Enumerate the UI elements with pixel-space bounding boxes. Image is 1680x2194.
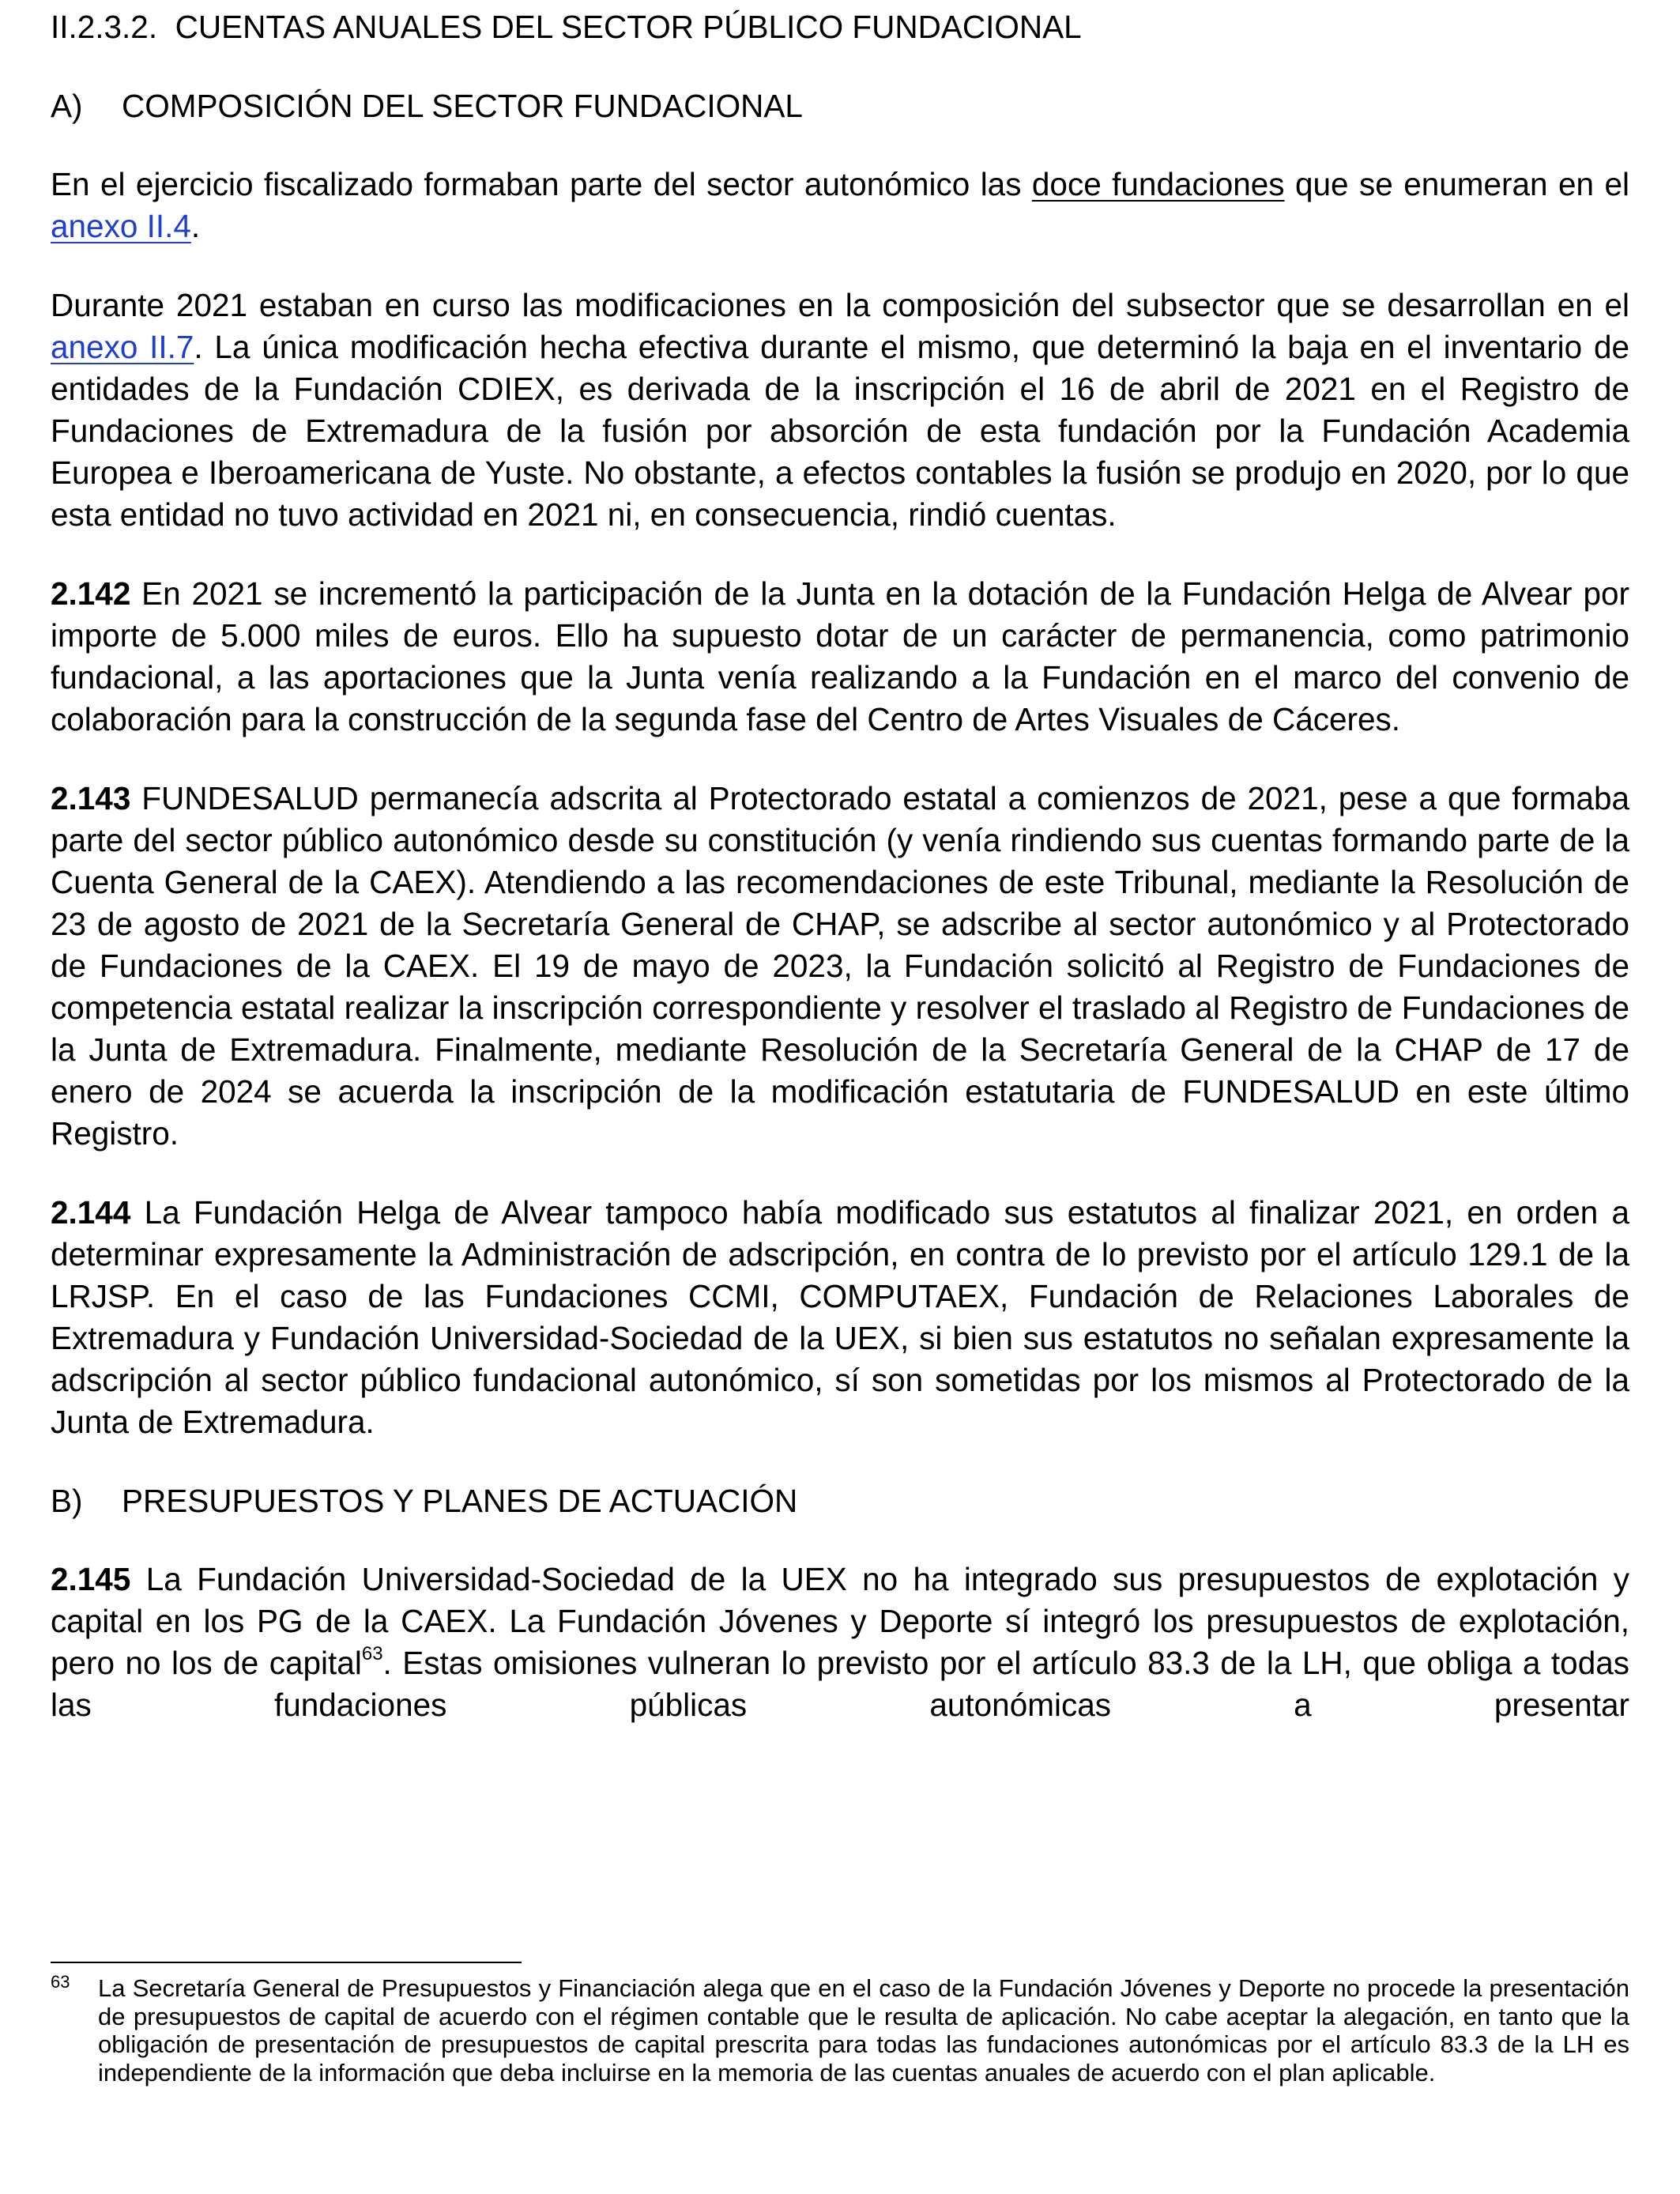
paragraph-text: . La única modificación hecha efectiva durante el mismo, que determinó la baja en el inventario de entidades de la Fundación CDIEX, es derivada de la inscripción el 16 de abril de 2021 en el Registro de Fundaciones de Extremadura de la fusión por absorción de esta fundación por la Fundación Academia Europea e Iberoamericana de Yuste. No obstante, a efectos contables la fusión se produjo en 2020, por lo que esta entidad no tuvo actividad en 2021 ni, en consecuencia, rindió cuentas.: [51, 329, 1629, 533]
paragraph-2-142: [51, 573, 1629, 741]
paragraph-text: . Estas omisiones vulneran lo previsto por el artículo 83.3 de la LH, que obliga a todas las fundaciones públicas autonómicas a presentar: [51, 1645, 1629, 1723]
subsection-letter-a: A): [51, 88, 83, 124]
paragraph-number: 2.145: [51, 1561, 131, 1597]
paragraph-modifications: [51, 285, 1629, 536]
subsection-heading-a: [51, 85, 1629, 127]
link-anexo-ii4[interactable]: anexo II.4: [51, 208, 191, 244]
paragraph-text: que se enumeran en el: [1284, 166, 1629, 202]
footnote-separator: [51, 1962, 522, 1963]
footnote-mark: 63: [51, 1972, 70, 1992]
paragraph-2-144: [51, 1192, 1629, 1443]
subsection-title-a: COMPOSICIÓN DEL SECTOR FUNDACIONAL: [122, 88, 803, 124]
paragraph-text: La Fundación Universidad-Sociedad de la UEX no ha integrado sus presupuestos de explotación y capital en los PG de la CAEX. La Fundación Jóvenes y Deporte sí integró los presupuestos de explotación, pero no los de capital: [51, 1561, 1629, 1681]
section-title: CUENTAS ANUALES DEL SECTOR PÚBLICO FUNDACIONAL: [175, 9, 1082, 45]
paragraph-composition: [51, 164, 1629, 247]
paragraph-2-145: [51, 1559, 1629, 1726]
footnote-reference[interactable]: 63: [361, 1643, 383, 1664]
subsection-heading-b: [51, 1480, 1629, 1522]
paragraph-number: 2.144: [51, 1194, 131, 1231]
document-body: [51, 6, 1629, 1726]
paragraph-number: 2.143: [51, 780, 131, 816]
paragraph-number: 2.142: [51, 575, 131, 612]
paragraph-2-143: [51, 778, 1629, 1155]
paragraph-text: La Fundación Helga de Alvear tampoco había modificado sus estatutos al finalizar 2021, en orden a determinar expresamente la Administración de adscripción, en contra de lo previsto por el artículo 129.1 de la LRJSP. En el caso de las Fundaciones CCMI, COMPUTAEX, Fundación de Relaciones Laborales de Extremadura y Fundación Universidad-Sociedad de la UEX, si bien sus estatutos no señalan expresamente la adscripción al sector público fundacional autonómico, sí son sometidas por los mismos al Protectorado de la Junta de Extremadura.: [51, 1194, 1629, 1440]
link-anexo-ii7[interactable]: anexo II.7: [51, 329, 194, 365]
paragraph-text: FUNDESALUD permanecía adscrita al Protectorado estatal a comienzos de 2021, pese a que formaba parte del sector público autonómico desde su constitución (y venía rindiendo sus cuentas formando parte de la Cuenta General de la CAEX). Atendiendo a las recomendaciones de este Tribunal, mediante la Resolución de 23 de agosto de 2021 de la Secretaría General de CHAP, se adscribe al sector autonómico y al Protectorado de Fundaciones de la CAEX. El 19 de mayo de 2023, la Fundación solicitó al Registro de Fundaciones de competencia estatal realizar la inscripción correspondiente y resolver el traslado al Registro de Fundaciones de la Junta de Extremadura. Finalmente, mediante Resolución de la Secretaría General de la CHAP de 17 de enero de 2024 se acuerda la inscripción de la modificación estatutaria de FUNDESALUD en este último Registro.: [51, 780, 1629, 1152]
section-heading: [51, 6, 1629, 48]
paragraph-text: En 2021 se incrementó la participación de la Junta en la dotación de la Fundación Helga de Alvear por importe de 5.000 miles de euros. Ello ha supuesto dotar de un carácter de permanencia, como patrimonio fundacional, a las aportaciones que la Junta venía realizando a la Fundación en el marco del convenio de colaboración para la construcción de la segunda fase del Centro de Artes Visuales de Cáceres.: [51, 575, 1629, 737]
underlined-phrase: doce fundaciones: [1031, 166, 1285, 202]
paragraph-text: .: [190, 208, 201, 244]
section-number: II.2.3.2.: [51, 9, 158, 45]
subsection-title-b: PRESUPUESTOS Y PLANES DE ACTUACIÓN: [122, 1483, 798, 1519]
subsection-letter-b: B): [51, 1483, 83, 1519]
footnote-text: La Secretaría General de Presupuestos y Financiación alega que en el caso de la Fundación Jóvenes y Deporte no procede la presentación de presupuestos de capital de acuerdo con el régimen contable que le resulta de aplicación. No cabe aceptar la alegación, en tanto que la obligación de presentación de presupuestos de capital prescrita para todas las fundaciones autonómicas por el artículo 83.3 de la LH es independiente de la información que deba incluirse en la memoria de las cuentas anuales de acuerdo con el plan aplicable.: [98, 1974, 1629, 2087]
paragraph-text: En el ejercicio fiscalizado formaban parte del sector autonómico las: [51, 166, 1032, 202]
paragraph-text: Durante 2021 estaban en curso las modificaciones en la composición del subsector que se desarrollan en el: [51, 287, 1629, 323]
footnote: [51, 1974, 1629, 2087]
